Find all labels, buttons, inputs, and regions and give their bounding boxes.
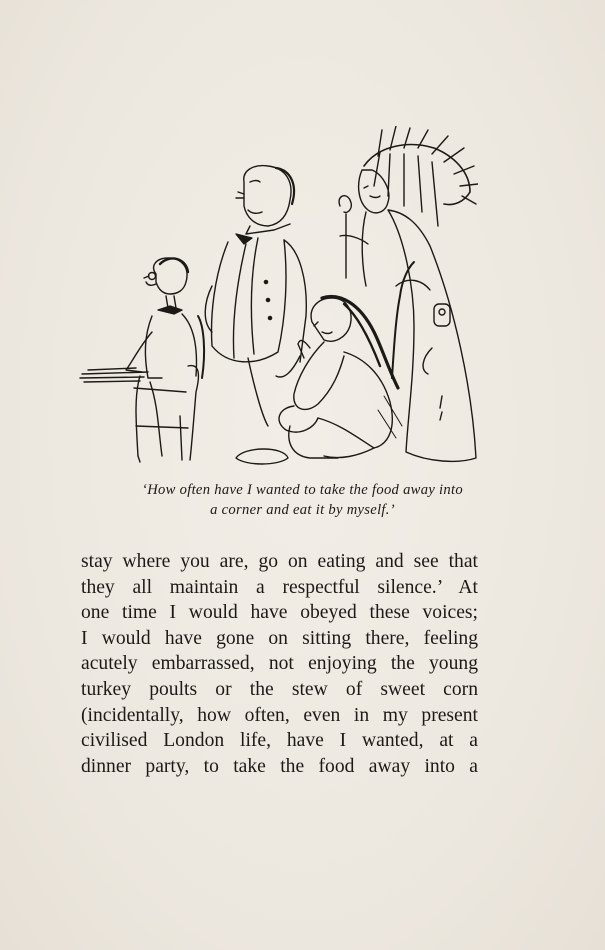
text-line: acutely embarrassed, not enjoying the young (81, 653, 478, 675)
butler-figure (205, 166, 306, 464)
text-line: turkey poults or the stew of sweet corn (81, 678, 478, 700)
text-line: civilised London life, have I wanted, at a (81, 730, 478, 752)
text-line: dinner party, to take the food away into a (81, 755, 478, 777)
text-line: one time I would have obeyed these voices; (81, 602, 478, 624)
cartoon-illustration (78, 126, 478, 468)
body-paragraph (81, 549, 478, 779)
text-line: they all maintain a respectful silence.’ At (81, 576, 478, 598)
text-line: I would have gone on sitting there, feeling (81, 627, 478, 649)
text-line: (incidentally, how often, even in my present (81, 704, 478, 726)
seated-man-figure (126, 258, 204, 462)
text-line: stay where you are, go on eating and see that (81, 551, 478, 572)
illustration-caption (60, 480, 545, 520)
crouching-man-figure (279, 262, 414, 458)
caption-line: a corner and eat it by myself.’ (210, 502, 395, 518)
caption-line: ‘How often have I wanted to take the food away into (142, 482, 463, 498)
chief-figure (339, 126, 478, 461)
table-drawing (80, 368, 148, 382)
